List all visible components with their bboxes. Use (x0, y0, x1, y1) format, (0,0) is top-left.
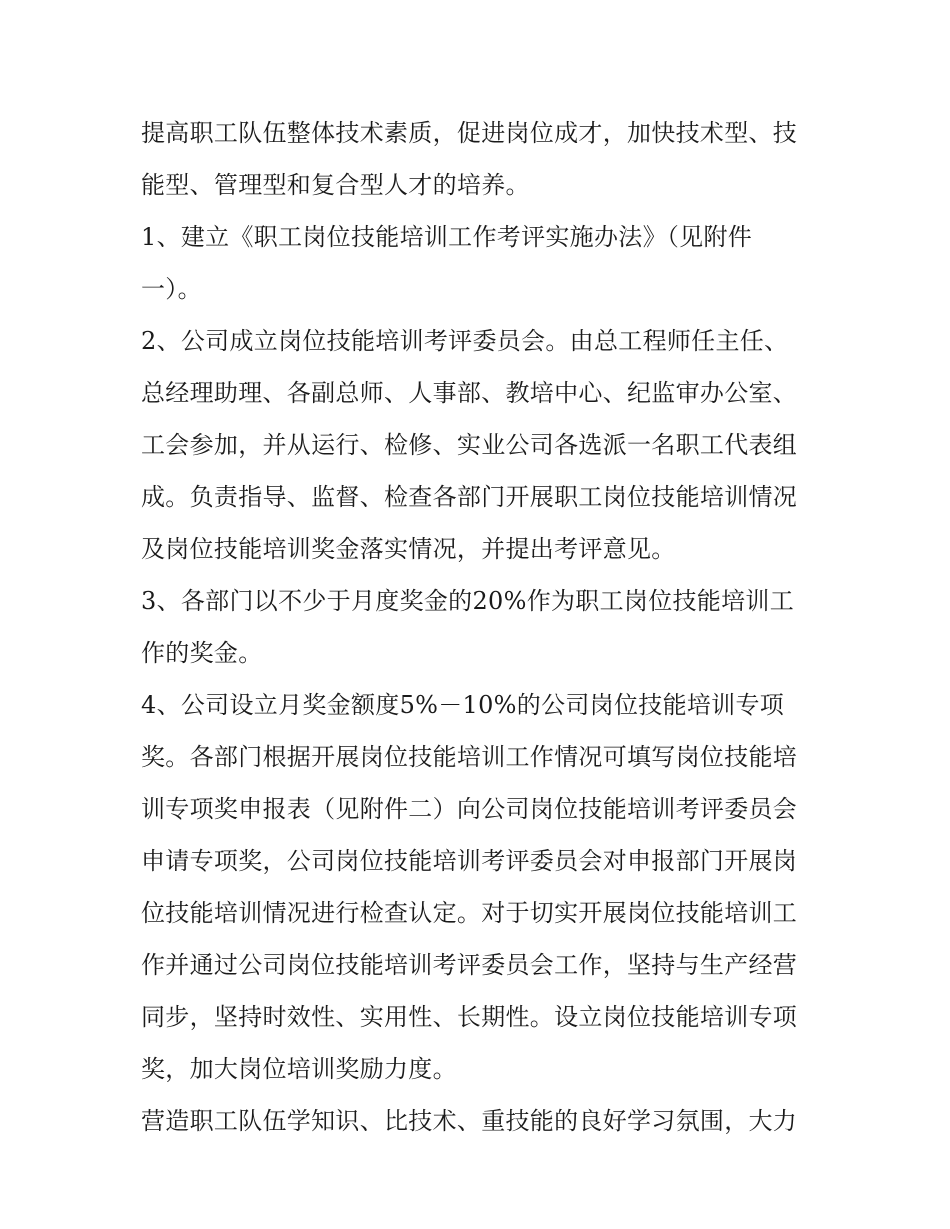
text-line: 4、公司设立月奖金额度5%－10%的公司岗位技能培训专项 (141, 691, 785, 719)
text-line: 训专项奖申报表（见附件二）向公司岗位技能培训考评委员会 (141, 795, 798, 823)
text-line: 总经理助理、各副总师、人事部、教培中心、纪监审办公室、 (141, 379, 798, 407)
text-line: 营造职工队伍学知识、比技术、重技能的良好学习氛围，大力 (141, 1107, 798, 1135)
text-line: 奖。各部门根据开展岗位技能培训工作情况可填写岗位技能培 (141, 743, 798, 771)
text-line: 一）。 (141, 275, 202, 303)
document-body (141, 107, 821, 1147)
text-line: 能型、管理型和复合型人才的培养。 (141, 171, 530, 199)
text-line: 2、公司成立岗位技能培训考评委员会。由总工程师任主任、 (141, 327, 789, 355)
text-line: 提高职工队伍整体技术素质，促进岗位成才，加快技术型、技 (141, 119, 798, 147)
text-line: 作并通过公司岗位技能培训考评委员会工作，坚持与生产经营 (141, 951, 798, 979)
text-line: 奖，加大岗位培训奖励力度。 (141, 1055, 457, 1083)
text-line: 1、建立《职工岗位技能培训工作考评实施办法》（见附件 (141, 223, 753, 251)
text-line: 工会参加，并从运行、检修、实业公司各选派一名职工代表组 (141, 431, 798, 459)
text-line: 申请专项奖，公司岗位技能培训考评委员会对申报部门开展岗 (141, 847, 798, 875)
text-line: 成。负责指导、监督、检查各部门开展职工岗位技能培训情况 (141, 483, 798, 511)
text-line: 及岗位技能培训奖金落实情况，并提出考评意见。 (141, 535, 676, 563)
text-line: 作的奖金。 (141, 639, 263, 667)
text-line: 3、各部门以不少于月度奖金的20%作为职工岗位技能培训工 (141, 587, 795, 615)
text-line: 同步，坚持时效性、实用性、长期性。设立岗位技能培训专项 (141, 1003, 798, 1031)
text-line: 位技能培训情况进行检查认定。对于切实开展岗位技能培训工 (141, 899, 798, 927)
